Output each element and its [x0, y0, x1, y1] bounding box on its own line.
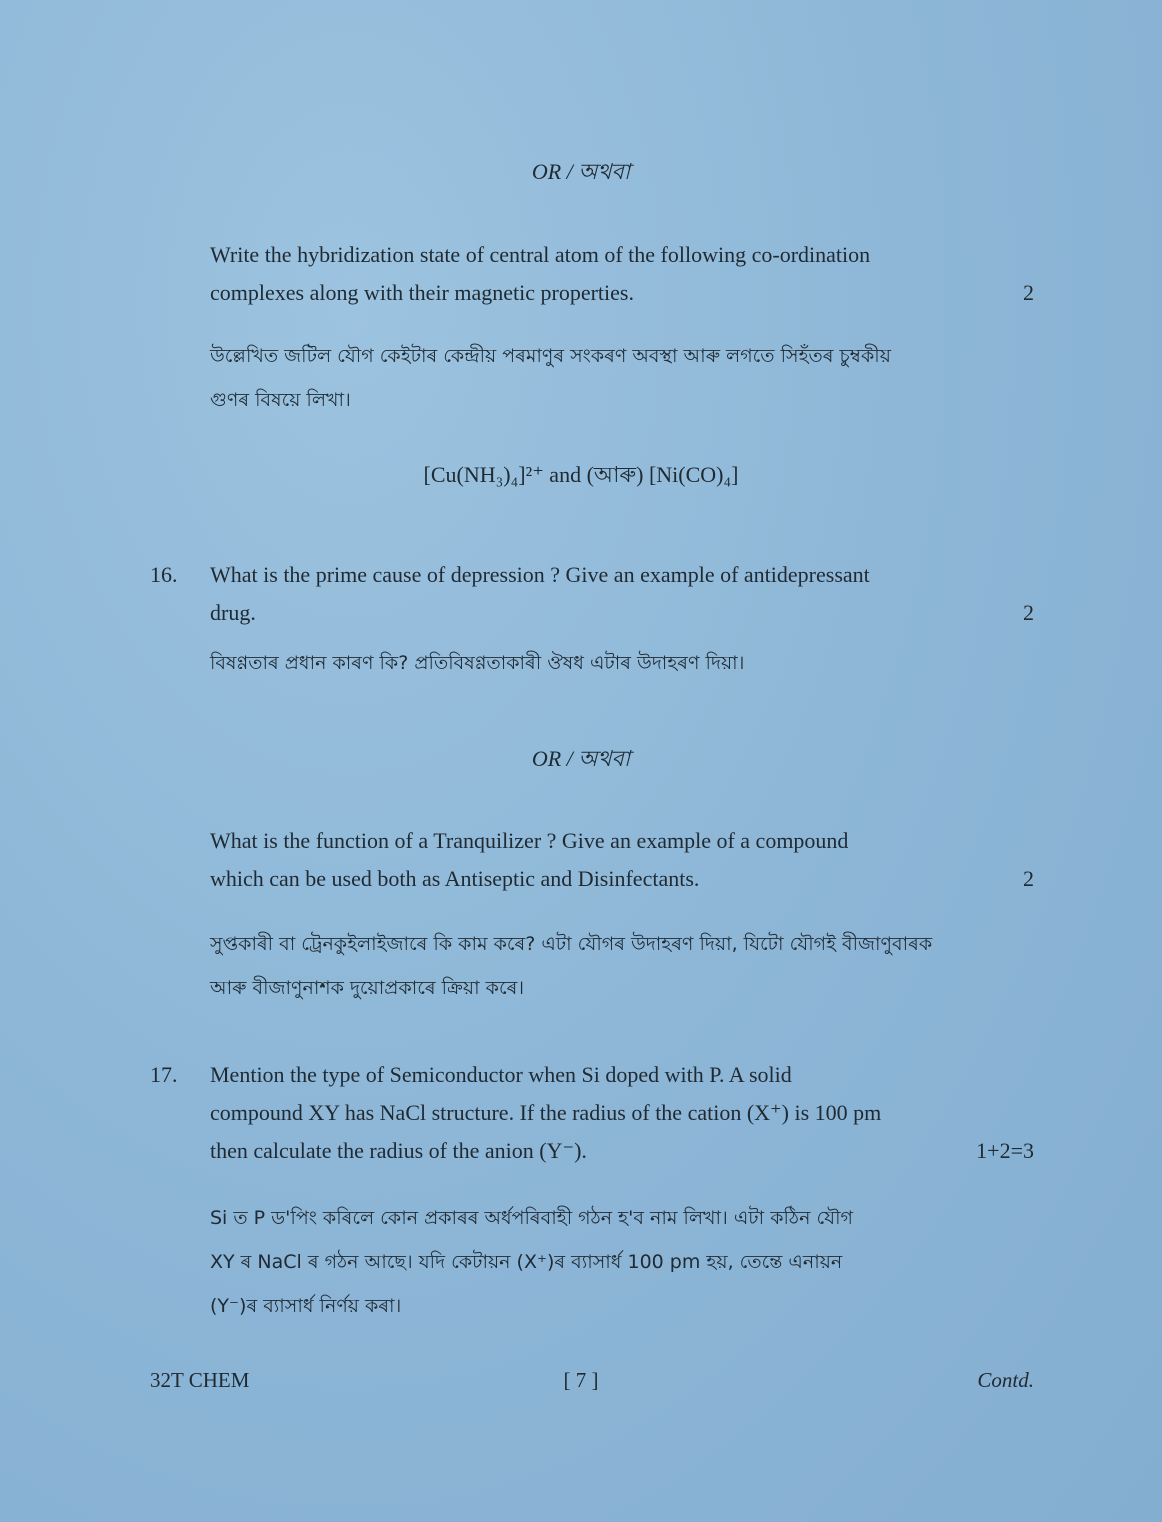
- block1-english-text: [210, 236, 1034, 312]
- q17-assamese-text: [210, 1196, 1040, 1328]
- q16-en-line1: What is the prime cause of depression ? Give an example of antidepressant: [210, 562, 870, 587]
- block1-marks: 2: [1023, 280, 1034, 305]
- q17-english-text: [210, 1056, 1034, 1170]
- q17-en-line3: then calculate the radius of the anion (Y⁻).: [210, 1138, 587, 1163]
- q17-bn-line2: XY ৰ NaCl ৰ গঠন আছে। যদি কেটায়ন (X⁺)ৰ ব্যাসাৰ্ধ 100 pm হয়, তেন্তে এনায়ন: [210, 1251, 843, 1273]
- q16-or-en-line2: which can be used both as Antiseptic and Disinfectants.: [210, 866, 700, 891]
- q17-en-line1: Mention the type of Semiconductor when Si doped with P. A solid: [210, 1062, 792, 1087]
- q16-marks: 2: [1023, 600, 1034, 625]
- question-16-number: 16.: [150, 562, 178, 587]
- q17-bn-line1: Si ত P ড'পিং কৰিলে কোন প্ৰকাৰৰ অৰ্ধপৰিবাহী গঠন হ'ব নাম লিখা। এটা কঠিন যৌগ: [210, 1207, 853, 1229]
- q16-or-marks: 2: [1023, 866, 1034, 891]
- block1-en-line2: complexes along with their magnetic properties.: [210, 280, 634, 305]
- block1-bn-line1: উল্লেখিত জটিল যৌগ কেইটাৰ কেন্দ্ৰীয় পৰমাণুৰ সংকৰণ অবস্থা আৰু লগতে সিহঁতৰ চুম্বকীয়: [210, 345, 891, 367]
- q16-or-english-text: [210, 822, 1034, 898]
- q16-or-bn-line2: আৰু বীজাণুনাশক দুয়োপ্ৰকাৰে ক্ৰিয়া কৰে।: [210, 977, 525, 999]
- page-number: [ 7 ]: [563, 1368, 599, 1392]
- block1-en-line1: Write the hybridization state of central atom of the following co-ordination: [210, 242, 871, 267]
- block1-bn-line2: গুণৰ বিষয়ে লিখা।: [210, 389, 351, 411]
- q16-en-line2: drug.: [210, 600, 256, 625]
- or-heading-1: OR / অথবা: [531, 159, 631, 184]
- or-heading-2: OR / অথবা: [531, 746, 631, 771]
- paper-code: 32T CHEM: [150, 1368, 250, 1392]
- q16-or-en-line1: What is the function of a Tranquilizer ? Give an example of a compound: [210, 828, 849, 853]
- question-17-number: 17.: [150, 1062, 178, 1087]
- q16-assamese-text: [210, 641, 1040, 685]
- q16-bn-line1: বিষণ্ণতাৰ প্ৰধান কাৰণ কি? প্ৰতিবিষণ্ণতাকাৰী ঔষধ এটাৰ উদাহৰণ দিয়া।: [210, 652, 745, 674]
- q17-bn-line3: (Y⁻)ৰ ব্যাসাৰ্ধ নিৰ্ণয় কৰা।: [210, 1295, 402, 1317]
- block1-assamese-text: [210, 334, 1040, 422]
- q16-or-assamese-text: [210, 922, 1040, 1010]
- continued-label: Contd.: [977, 1368, 1034, 1392]
- q17-marks: 1+2=3: [976, 1138, 1034, 1163]
- q16-english-text: [210, 556, 1034, 632]
- complex-formula: [Cu(NH₃)₄]²⁺ and (আৰু) [Ni(CO)₄]: [423, 462, 739, 487]
- q17-en-line2: compound XY has NaCl structure. If the radius of the cation (X⁺) is 100 pm: [210, 1100, 882, 1125]
- q16-or-bn-line1: সুপ্তকাৰী বা ট্ৰেনকুইলাইজাৰে কি কাম কৰে? এটা যৌগৰ উদাহৰণ দিয়া, যিটো যৌগই বীজাণুবাৰক: [210, 933, 933, 955]
